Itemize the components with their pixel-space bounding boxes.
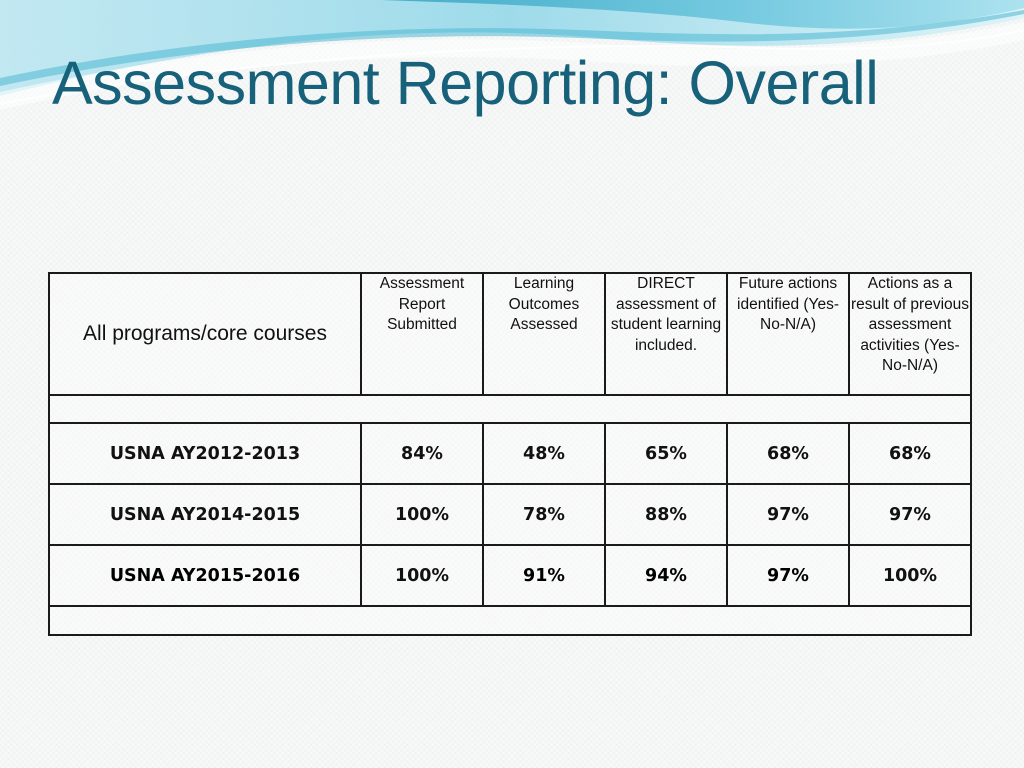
column-header: DIRECT assessment of student learning included. — [605, 273, 727, 395]
table-cell: 88% — [605, 484, 727, 545]
column-header: Learning Outcomes Assessed — [483, 273, 605, 395]
table-row — [49, 484, 971, 545]
table-cell: 97% — [727, 545, 849, 606]
table-cell: 97% — [849, 484, 971, 545]
column-header: Actions as a result of previous assessment activities (Yes-No-N/A) — [849, 273, 971, 395]
assessment-table — [48, 272, 972, 636]
table-cell: 100% — [361, 545, 483, 606]
column-header: Future actions identified (Yes-No-N/A) — [727, 273, 849, 395]
column-header: Assessment Report Submitted — [361, 273, 483, 395]
table-cell: 91% — [483, 545, 605, 606]
table-cell: 65% — [605, 423, 727, 484]
page-title: Assessment Reporting: Overall — [52, 49, 879, 117]
corner-label: All programs/core courses — [49, 273, 361, 395]
table-cell: 78% — [483, 484, 605, 545]
bottom-cell — [49, 606, 971, 635]
table-cell: 48% — [483, 423, 605, 484]
row-label: USNA AY2012-2013 — [49, 423, 361, 484]
row-label: USNA AY2014-2015 — [49, 484, 361, 545]
table-cell: 68% — [849, 423, 971, 484]
table-header-row — [49, 273, 971, 395]
table-cell: 94% — [605, 545, 727, 606]
table-row — [49, 423, 971, 484]
table-cell: 100% — [361, 484, 483, 545]
table-cell: 84% — [361, 423, 483, 484]
table-cell: 68% — [727, 423, 849, 484]
row-label: USNA AY2015-2016 — [49, 545, 361, 606]
table-cell: 97% — [727, 484, 849, 545]
table-row — [49, 545, 971, 606]
spacer-cell — [49, 395, 971, 423]
table-spacer-row — [49, 395, 971, 423]
table-cell: 100% — [849, 545, 971, 606]
table-bottom-row — [49, 606, 971, 635]
